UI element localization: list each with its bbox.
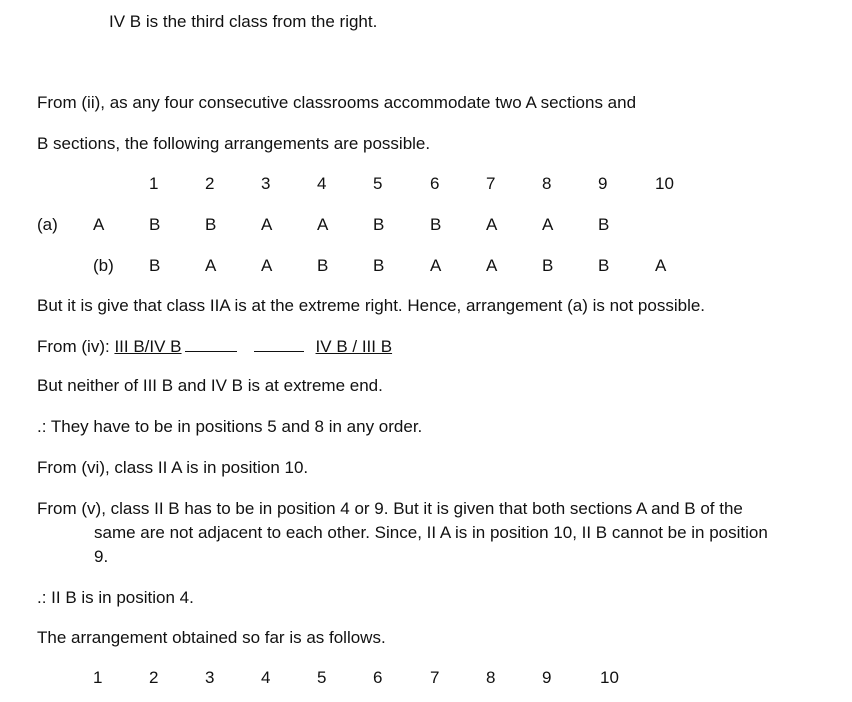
text-line-positions-5-8: .: They have to be in positions 5 and 8 in any order. <box>37 417 423 436</box>
text-line-ii-b-position-4: .: II B is in position 4. <box>37 588 194 607</box>
row-a-cell: B <box>373 215 385 234</box>
text-line-from-ii: From (ii), as any four consecutive classrooms accommodate two A sections and <box>37 93 637 112</box>
row-a-cell: A <box>261 215 273 234</box>
row-b-cell: B <box>317 256 329 275</box>
position-2: 2 <box>205 174 215 193</box>
row-a-cell: A <box>542 215 554 234</box>
row-a-cell: B <box>149 215 161 234</box>
underlined-iii-b-iv-b: III B/IV B <box>114 337 182 356</box>
text-line-arrangement-so-far: The arrangement obtained so far is as follows. <box>37 628 386 647</box>
text-line-arrangements-possible: B sections, the following arrangements are possible. <box>37 134 431 153</box>
position-6: 6 <box>373 668 383 687</box>
underlined-iv-b-iii-b: IV B / III B <box>315 337 393 356</box>
row-a-cell: B <box>430 215 442 234</box>
row-b-cell: A <box>486 256 498 275</box>
position-10: 10 <box>600 668 619 687</box>
position-8: 8 <box>486 668 496 687</box>
position-7: 7 <box>486 174 496 193</box>
text-line-extreme-right: But it is give that class IIA is at the extreme right. Hence, arrangement (a) is not possible. <box>37 296 706 315</box>
row-b-cell: B <box>149 256 161 275</box>
row-b-cell: A <box>205 256 217 275</box>
row-b-cell: B <box>373 256 385 275</box>
row-b-label: (b) <box>93 256 114 275</box>
position-6: 6 <box>430 174 440 193</box>
position-4: 4 <box>317 174 327 193</box>
position-4: 4 <box>261 668 271 687</box>
row-a-cell: B <box>598 215 610 234</box>
text-line-from-vi: From (vi), class II A is in position 10. <box>37 458 309 477</box>
position-9: 9 <box>542 668 552 687</box>
position-1: 1 <box>149 174 159 193</box>
position-9: 9 <box>598 174 608 193</box>
row-a-label: (a) <box>37 215 58 234</box>
blank-line <box>254 337 304 352</box>
position-2: 2 <box>149 668 159 687</box>
blank-line <box>185 337 237 352</box>
text-line-from-iv <box>37 337 392 357</box>
text-line-from-v-2: same are not adjacent to each other. Since, II A is in position 10, II B cannot be in position <box>94 523 768 542</box>
row-b-cell: A <box>430 256 442 275</box>
position-7: 7 <box>430 668 440 687</box>
position-3: 3 <box>261 174 271 193</box>
position-10: 10 <box>655 174 674 193</box>
text-line-iv-b-position: IV B is the third class from the right. <box>109 12 378 31</box>
row-a-cell: B <box>205 215 217 234</box>
row-a-cell: A <box>93 215 105 234</box>
text-line-from-v-1: From (v), class II B has to be in position 4 or 9. But it is given that both sections A and B of the <box>37 499 743 518</box>
position-8: 8 <box>542 174 552 193</box>
row-b-cell: B <box>598 256 610 275</box>
row-b-cell: A <box>655 256 667 275</box>
from-iv-prefix: From (iv): <box>37 337 115 356</box>
position-5: 5 <box>317 668 327 687</box>
position-3: 3 <box>205 668 215 687</box>
row-b-cell: A <box>261 256 273 275</box>
row-a-cell: A <box>317 215 329 234</box>
text-line-neither-extreme: But neither of III B and IV B is at extreme end. <box>37 376 383 395</box>
row-a-cell: A <box>486 215 498 234</box>
position-1: 1 <box>93 668 103 687</box>
row-b-cell: B <box>542 256 554 275</box>
text-line-from-v-3: 9. <box>94 547 109 566</box>
position-5: 5 <box>373 174 383 193</box>
